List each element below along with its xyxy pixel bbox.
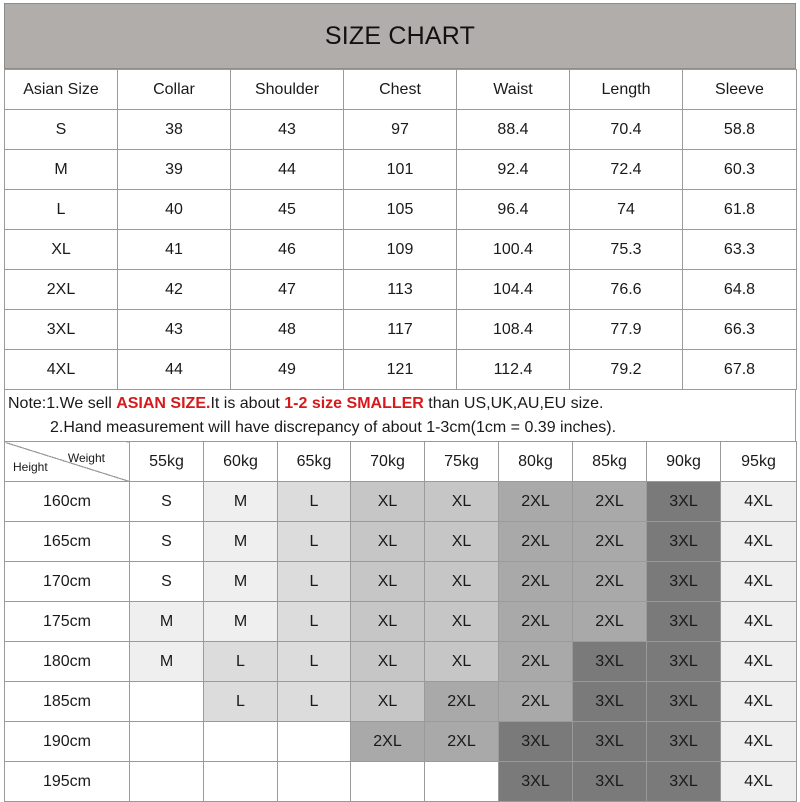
- recommended-size-cell: 2XL: [499, 642, 573, 682]
- weight-header-cell: 80kg: [499, 442, 573, 482]
- fit-table-row: [5, 762, 797, 802]
- recommended-size-cell: L: [278, 682, 351, 722]
- note-text: It is about: [210, 395, 285, 412]
- size-header-cell: Sleeve: [683, 70, 797, 110]
- measurement-cell: 63.3: [683, 230, 797, 270]
- size-label-cell: 2XL: [5, 270, 118, 310]
- fit-table-row: [5, 722, 797, 762]
- measurement-cell: 96.4: [457, 190, 570, 230]
- recommended-size-cell: 3XL: [647, 482, 721, 522]
- recommended-size-cell: XL: [425, 482, 499, 522]
- weight-header-cell: 75kg: [425, 442, 499, 482]
- recommended-size-cell: 4XL: [721, 722, 797, 762]
- size-table-row: [5, 270, 797, 310]
- weight-header-cell: 55kg: [130, 442, 204, 482]
- recommended-size-cell: [425, 762, 499, 802]
- measurement-cell: 88.4: [457, 110, 570, 150]
- measurement-cell: 112.4: [457, 350, 570, 390]
- size-table-header-row: [5, 70, 797, 110]
- size-table-row: [5, 230, 797, 270]
- recommended-size-cell: S: [130, 562, 204, 602]
- recommended-size-cell: [351, 762, 425, 802]
- recommended-size-cell: XL: [425, 562, 499, 602]
- size-table-row: [5, 190, 797, 230]
- measurement-cell: 39: [118, 150, 231, 190]
- measurement-cell: 75.3: [570, 230, 683, 270]
- measurement-cell: 44: [231, 150, 344, 190]
- recommended-size-cell: XL: [351, 602, 425, 642]
- recommended-size-cell: [204, 722, 278, 762]
- recommended-size-cell: M: [130, 642, 204, 682]
- measurement-cell: 109: [344, 230, 457, 270]
- recommended-size-cell: 2XL: [425, 722, 499, 762]
- measurement-cell: 42: [118, 270, 231, 310]
- recommended-size-cell: 2XL: [499, 482, 573, 522]
- measurement-cell: 108.4: [457, 310, 570, 350]
- measurement-cell: 70.4: [570, 110, 683, 150]
- measurement-cell: 77.9: [570, 310, 683, 350]
- height-weight-fit-table: [4, 441, 797, 802]
- recommended-size-cell: XL: [425, 522, 499, 562]
- measurement-cell: 105: [344, 190, 457, 230]
- recommended-size-cell: S: [130, 482, 204, 522]
- recommended-size-cell: 2XL: [499, 562, 573, 602]
- size-label-cell: 3XL: [5, 310, 118, 350]
- fit-table-row: [5, 602, 797, 642]
- size-table-row: [5, 150, 797, 190]
- size-table-row: [5, 350, 797, 390]
- recommended-size-cell: 3XL: [647, 642, 721, 682]
- recommended-size-cell: 2XL: [499, 602, 573, 642]
- recommended-size-cell: 2XL: [499, 682, 573, 722]
- page-title: SIZE CHART: [324, 21, 476, 50]
- recommended-size-cell: [130, 682, 204, 722]
- recommended-size-cell: L: [278, 522, 351, 562]
- recommended-size-cell: XL: [351, 522, 425, 562]
- measurement-cell: 117: [344, 310, 457, 350]
- height-label-cell: 165cm: [5, 522, 130, 562]
- measurement-cell: 58.8: [683, 110, 797, 150]
- recommended-size-cell: XL: [351, 562, 425, 602]
- measurement-cell: 41: [118, 230, 231, 270]
- recommended-size-cell: M: [130, 602, 204, 642]
- recommended-size-cell: L: [278, 642, 351, 682]
- weight-header-cell: 90kg: [647, 442, 721, 482]
- measurement-cell: 121: [344, 350, 457, 390]
- recommended-size-cell: 4XL: [721, 682, 797, 722]
- recommended-size-cell: S: [130, 522, 204, 562]
- measurement-cell: 44: [118, 350, 231, 390]
- recommended-size-cell: 4XL: [721, 482, 797, 522]
- measurement-cell: 113: [344, 270, 457, 310]
- title-bar: [4, 3, 796, 69]
- note-text: Note:1.We sell: [8, 395, 117, 412]
- recommended-size-cell: L: [204, 682, 278, 722]
- fit-table-row: [5, 642, 797, 682]
- recommended-size-cell: 4XL: [721, 762, 797, 802]
- recommended-size-cell: XL: [425, 642, 499, 682]
- fit-table-row: [5, 562, 797, 602]
- measurement-cell: 97: [344, 110, 457, 150]
- weight-header-cell: 85kg: [573, 442, 647, 482]
- size-table-row: [5, 110, 797, 150]
- measurement-cell: 40: [118, 190, 231, 230]
- recommended-size-cell: 3XL: [573, 682, 647, 722]
- height-label-cell: 185cm: [5, 682, 130, 722]
- measurement-cell: 45: [231, 190, 344, 230]
- recommended-size-cell: 3XL: [647, 682, 721, 722]
- recommended-size-cell: M: [204, 562, 278, 602]
- recommended-size-cell: XL: [351, 642, 425, 682]
- recommended-size-cell: [130, 722, 204, 762]
- note-box: [4, 389, 796, 441]
- size-label-cell: XL: [5, 230, 118, 270]
- height-label-cell: 160cm: [5, 482, 130, 522]
- size-label-cell: 4XL: [5, 350, 118, 390]
- note-text: than US,UK,AU,EU size.: [423, 395, 604, 412]
- size-header-cell: Chest: [344, 70, 457, 110]
- recommended-size-cell: 2XL: [573, 522, 647, 562]
- measurement-cell: 47: [231, 270, 344, 310]
- recommended-size-cell: 3XL: [573, 642, 647, 682]
- measurement-cell: 74: [570, 190, 683, 230]
- note-highlight-smaller: 1-2 size SMALLER: [284, 395, 424, 412]
- recommended-size-cell: L: [278, 562, 351, 602]
- recommended-size-cell: L: [204, 642, 278, 682]
- recommended-size-cell: 4XL: [721, 522, 797, 562]
- fit-table-row: [5, 682, 797, 722]
- weight-header-cell: 65kg: [278, 442, 351, 482]
- measurement-cell: 48: [231, 310, 344, 350]
- recommended-size-cell: [278, 762, 351, 802]
- size-header-cell: Waist: [457, 70, 570, 110]
- note-highlight-asian-size: ASIAN SIZE.: [116, 395, 211, 412]
- recommended-size-cell: L: [278, 482, 351, 522]
- size-label-cell: M: [5, 150, 118, 190]
- measurement-cell: 66.3: [683, 310, 797, 350]
- height-label-cell: 195cm: [5, 762, 130, 802]
- recommended-size-cell: [204, 762, 278, 802]
- weight-axis-label: Weight: [67, 451, 105, 465]
- recommended-size-cell: 4XL: [721, 602, 797, 642]
- recommended-size-cell: 3XL: [647, 562, 721, 602]
- recommended-size-cell: [130, 762, 204, 802]
- weight-header-cell: 95kg: [721, 442, 797, 482]
- fit-table-row: [5, 522, 797, 562]
- recommended-size-cell: 3XL: [647, 602, 721, 642]
- measurement-cell: 38: [118, 110, 231, 150]
- fit-table-row: [5, 482, 797, 522]
- recommended-size-cell: 4XL: [721, 642, 797, 682]
- note-line-1: [8, 395, 603, 413]
- weight-header-cell: 70kg: [351, 442, 425, 482]
- fit-table-header-row: [5, 442, 797, 482]
- corner-header: [5, 442, 130, 482]
- measurement-cell: 43: [231, 110, 344, 150]
- recommended-size-cell: 2XL: [499, 522, 573, 562]
- measurement-cell: 46: [231, 230, 344, 270]
- recommended-size-cell: 4XL: [721, 562, 797, 602]
- size-label-cell: S: [5, 110, 118, 150]
- recommended-size-cell: 2XL: [573, 562, 647, 602]
- height-label-cell: 175cm: [5, 602, 130, 642]
- size-measurement-table: [4, 69, 797, 390]
- recommended-size-cell: 2XL: [351, 722, 425, 762]
- height-label-cell: 170cm: [5, 562, 130, 602]
- recommended-size-cell: 2XL: [425, 682, 499, 722]
- size-header-cell: Shoulder: [231, 70, 344, 110]
- recommended-size-cell: M: [204, 482, 278, 522]
- size-label-cell: L: [5, 190, 118, 230]
- height-label-cell: 190cm: [5, 722, 130, 762]
- measurement-cell: 61.8: [683, 190, 797, 230]
- note-line-2: 2.Hand measurement will have discrepancy of about 1-3cm(1cm = 0.39 inches).: [50, 419, 617, 436]
- height-axis-label: Height: [13, 460, 48, 474]
- measurement-cell: 43: [118, 310, 231, 350]
- recommended-size-cell: 2XL: [573, 482, 647, 522]
- size-table-row: [5, 310, 797, 350]
- measurement-cell: 100.4: [457, 230, 570, 270]
- recommended-size-cell: L: [278, 602, 351, 642]
- recommended-size-cell: 3XL: [573, 722, 647, 762]
- measurement-cell: 64.8: [683, 270, 797, 310]
- recommended-size-cell: 3XL: [647, 522, 721, 562]
- measurement-cell: 60.3: [683, 150, 797, 190]
- measurement-cell: 104.4: [457, 270, 570, 310]
- recommended-size-cell: 2XL: [573, 602, 647, 642]
- height-label-cell: 180cm: [5, 642, 130, 682]
- recommended-size-cell: M: [204, 522, 278, 562]
- recommended-size-cell: 3XL: [647, 762, 721, 802]
- recommended-size-cell: [278, 722, 351, 762]
- recommended-size-cell: XL: [351, 482, 425, 522]
- size-header-cell: Asian Size: [5, 70, 118, 110]
- weight-header-cell: 60kg: [204, 442, 278, 482]
- recommended-size-cell: 3XL: [499, 762, 573, 802]
- measurement-cell: 72.4: [570, 150, 683, 190]
- measurement-cell: 49: [231, 350, 344, 390]
- measurement-cell: 67.8: [683, 350, 797, 390]
- size-header-cell: Length: [570, 70, 683, 110]
- measurement-cell: 79.2: [570, 350, 683, 390]
- recommended-size-cell: 3XL: [573, 762, 647, 802]
- recommended-size-cell: M: [204, 602, 278, 642]
- measurement-cell: 76.6: [570, 270, 683, 310]
- size-header-cell: Collar: [118, 70, 231, 110]
- recommended-size-cell: 3XL: [647, 722, 721, 762]
- recommended-size-cell: 3XL: [499, 722, 573, 762]
- recommended-size-cell: XL: [351, 682, 425, 722]
- recommended-size-cell: XL: [425, 602, 499, 642]
- measurement-cell: 92.4: [457, 150, 570, 190]
- measurement-cell: 101: [344, 150, 457, 190]
